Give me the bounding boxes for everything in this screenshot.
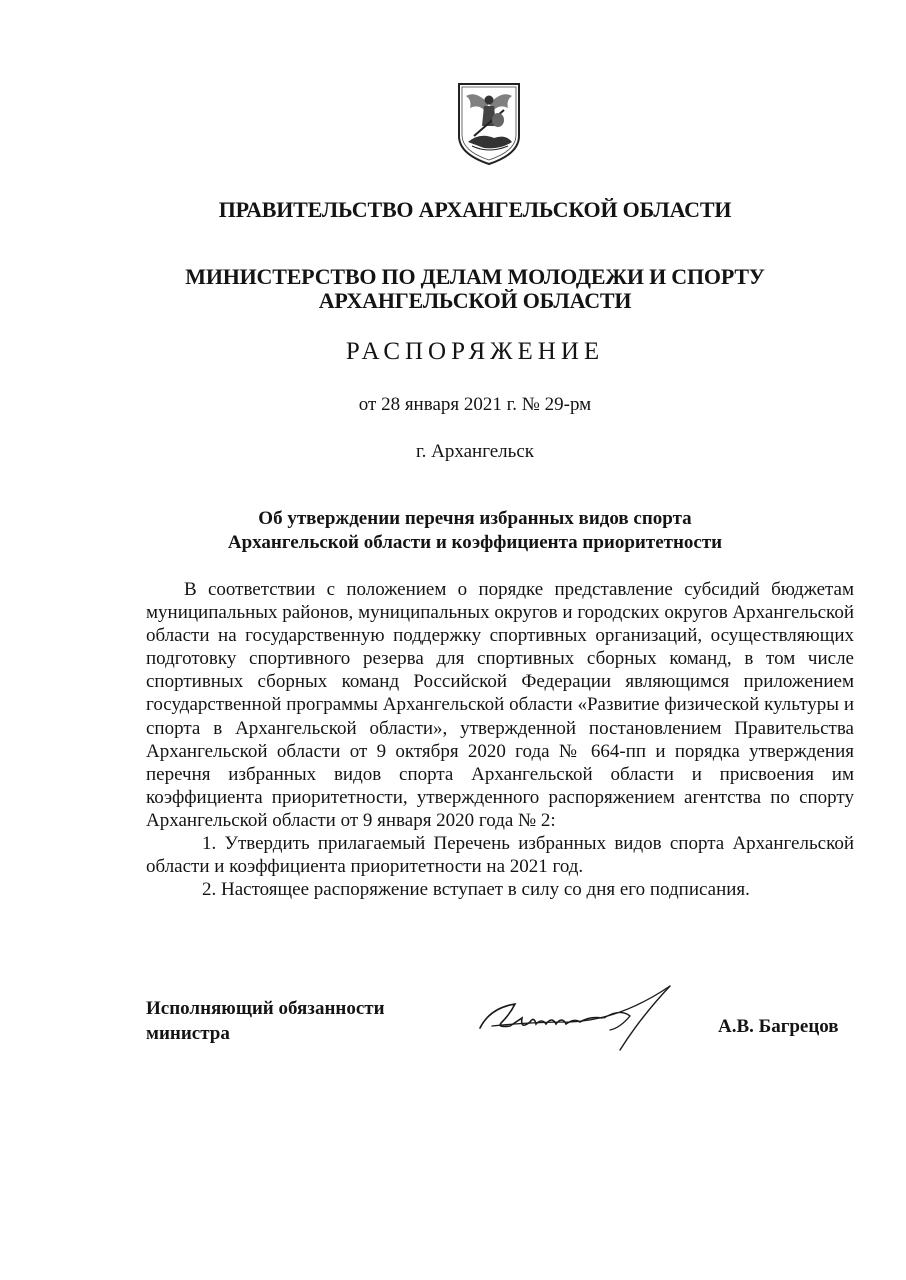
signer-position-line2: министра	[146, 1023, 230, 1044]
order-item-1: 1. Утвердить прилагаемый Перечень избранных видов спорта Архангельской области и коэффициента приоритетности на 2021 год.	[146, 833, 854, 878]
handwritten-signature-icon	[470, 978, 690, 1068]
order-item-2: 2. Настоящее распоряжение вступает в силу со дня его подписания.	[202, 879, 750, 901]
document-date-number: от 28 января 2021 г. № 29-рм	[358, 394, 592, 415]
preamble-paragraph: В соответствии с положением о порядке представление субсидий бюджетам муниципальных районов, муниципальных округов и городских округов Архангельской области на государственную поддержку спортивных организаций, осуществляющих подготовку спортивного резерва для спортивных сборных команд, в том числе спортивных сборных команд Российской Федерации являющимся приложением государственной программы Архангельской области «Развитие физической культуры и спорта в Архангельской области», утвержденной постановлением Правительства Архангельской области от 9 октября 2020 года № 664-пп и порядка утверждения перечня избранных видов спорта Архангельской области и присвоения им коэффициента приоритетности, утвержденного распоряжением агентства по спорту Архангельской области от 9 января 2020 года № 2:	[146, 579, 854, 831]
signer-position	[146, 996, 385, 1046]
ministry-heading	[22, 265, 906, 313]
signer-position-line1: Исполняющий обязанности	[146, 998, 385, 1019]
subject-line1: Об утверждении перечня избранных видов спорта	[258, 508, 692, 529]
ministry-heading-line1: МИНИСТЕРСТВО ПО ДЕЛАМ МОЛОДЕЖИ И СПОРТУ	[185, 264, 765, 289]
ministry-heading-line2: АРХАНГЕЛЬСКОЙ ОБЛАСТИ	[318, 288, 632, 313]
arkhangelsk-coat-of-arms-icon	[454, 80, 524, 166]
document-subject	[22, 507, 906, 555]
government-heading: ПРАВИТЕЛЬСТВО АРХАНГЕЛЬСКОЙ ОБЛАСТИ	[218, 197, 732, 222]
subject-line2: Архангельской области и коэффициента приоритетности	[227, 532, 723, 553]
document-city: г. Архангельск	[415, 441, 534, 462]
document-body	[146, 578, 854, 901]
signer-name: А.В. Багрецов	[718, 1016, 839, 1037]
document-type-title: РАСПОРЯЖЕНИЕ	[345, 338, 605, 365]
